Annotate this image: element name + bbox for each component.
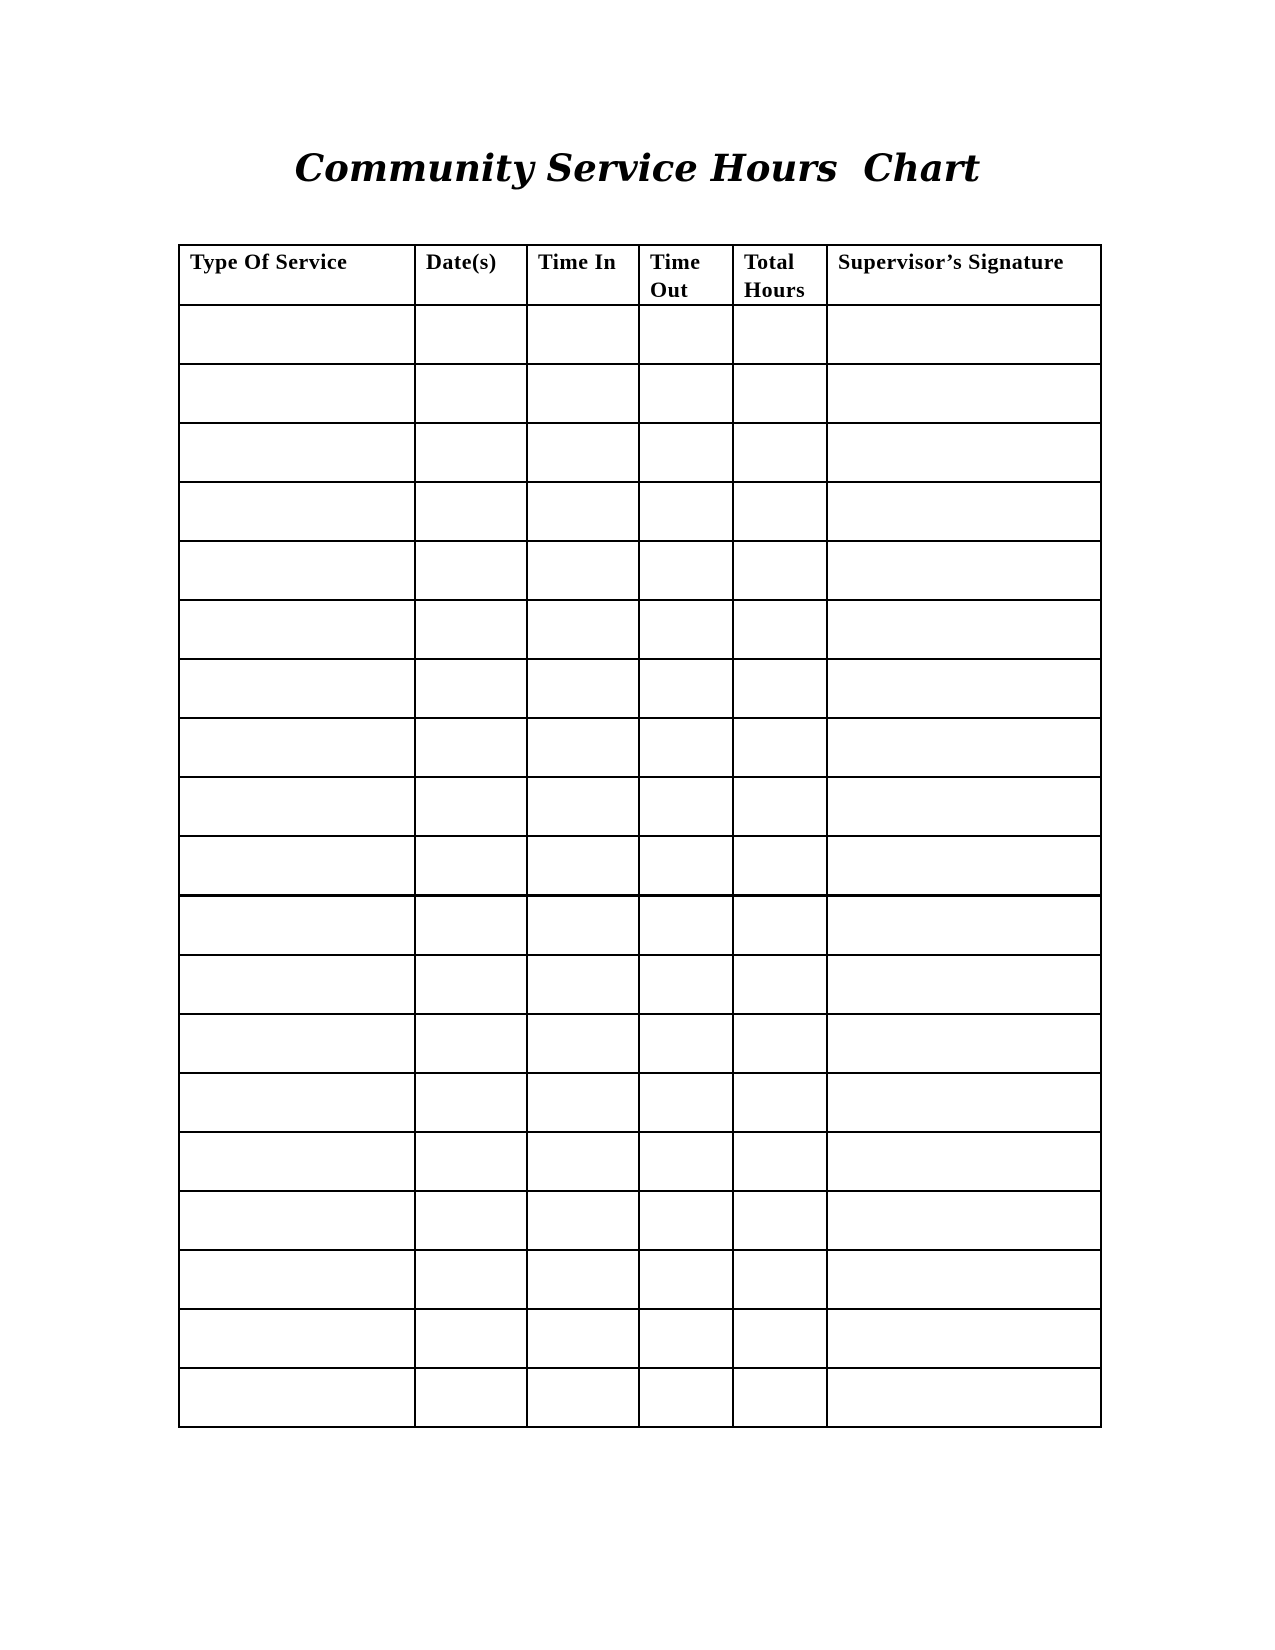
time-in-cell[interactable] [527,659,639,718]
dates-cell[interactable] [415,659,527,718]
supervisor-signature-cell[interactable] [827,1250,1101,1309]
supervisor-signature-cell[interactable] [827,955,1101,1014]
dates-cell[interactable] [415,482,527,541]
dates-cell[interactable] [415,1250,527,1309]
table-row [179,1014,1101,1073]
time-in-cell[interactable] [527,423,639,482]
time-out-cell[interactable] [639,1309,733,1368]
time-in-cell[interactable] [527,777,639,836]
time-in-cell[interactable] [527,482,639,541]
time-in-cell[interactable] [527,896,639,956]
time-out-cell[interactable] [639,1368,733,1427]
time-out-cell[interactable] [639,836,733,896]
time-out-cell[interactable] [639,423,733,482]
total-hours-cell[interactable] [733,955,827,1014]
time-in-cell[interactable] [527,1014,639,1073]
dates-cell[interactable] [415,541,527,600]
dates-cell[interactable] [415,600,527,659]
table-row [179,1309,1101,1368]
type-of-service-cell[interactable] [179,541,415,600]
total-hours-cell[interactable] [733,1368,827,1427]
table-row [179,659,1101,718]
time-in-cell[interactable] [527,1368,639,1427]
supervisor-signature-cell[interactable] [827,600,1101,659]
time-in-cell[interactable] [527,1250,639,1309]
supervisor-signature-cell[interactable] [827,896,1101,956]
supervisor-signature-cell[interactable] [827,836,1101,896]
time-in-cell[interactable] [527,1073,639,1132]
table-row [179,1250,1101,1309]
table-row [179,1368,1101,1427]
total-hours-cell[interactable] [733,1132,827,1191]
total-hours-cell[interactable] [733,423,827,482]
table-row [179,1132,1101,1191]
type-of-service-cell[interactable] [179,482,415,541]
dates-cell[interactable] [415,777,527,836]
column-header-time-in: Time In [527,245,639,305]
column-header-supervisor-signature: Supervisor’s Signature [827,245,1101,305]
supervisor-signature-cell[interactable] [827,1309,1101,1368]
type-of-service-cell[interactable] [179,1191,415,1250]
time-out-cell[interactable] [639,305,733,364]
time-in-cell[interactable] [527,1191,639,1250]
total-hours-cell[interactable] [733,1250,827,1309]
type-of-service-cell[interactable] [179,305,415,364]
time-out-cell[interactable] [639,718,733,777]
dates-cell[interactable] [415,896,527,956]
time-out-cell[interactable] [639,541,733,600]
table-row [179,836,1101,896]
time-in-cell[interactable] [527,305,639,364]
total-hours-cell[interactable] [733,1191,827,1250]
table-row [179,718,1101,777]
time-out-cell[interactable] [639,1014,733,1073]
time-out-cell[interactable] [639,600,733,659]
supervisor-signature-cell[interactable] [827,1368,1101,1427]
supervisor-signature-cell[interactable] [827,1132,1101,1191]
time-in-cell[interactable] [527,541,639,600]
supervisor-signature-cell[interactable] [827,1073,1101,1132]
dates-cell[interactable] [415,305,527,364]
type-of-service-cell[interactable] [179,1250,415,1309]
total-hours-cell[interactable] [733,659,827,718]
total-hours-cell[interactable] [733,482,827,541]
time-out-cell[interactable] [639,659,733,718]
total-hours-cell[interactable] [733,718,827,777]
supervisor-signature-cell[interactable] [827,364,1101,423]
time-in-cell[interactable] [527,364,639,423]
time-in-cell[interactable] [527,955,639,1014]
time-in-cell[interactable] [527,600,639,659]
dates-cell[interactable] [415,423,527,482]
total-hours-cell[interactable] [733,896,827,956]
time-out-cell[interactable] [639,482,733,541]
type-of-service-cell[interactable] [179,1368,415,1427]
type-of-service-cell[interactable] [179,1309,415,1368]
supervisor-signature-cell[interactable] [827,541,1101,600]
type-of-service-cell[interactable] [179,1073,415,1132]
table-row [179,1073,1101,1132]
type-of-service-cell[interactable] [179,600,415,659]
time-out-cell[interactable] [639,1073,733,1132]
table-row [179,541,1101,600]
supervisor-signature-cell[interactable] [827,1191,1101,1250]
page-title: Community Service Hours Chart [294,146,981,190]
dates-cell[interactable] [415,955,527,1014]
type-of-service-cell[interactable] [179,659,415,718]
total-hours-cell[interactable] [733,777,827,836]
table-row [179,896,1101,956]
time-out-cell[interactable] [639,777,733,836]
time-out-cell[interactable] [639,364,733,423]
type-of-service-cell[interactable] [179,364,415,423]
time-in-cell[interactable] [527,836,639,896]
type-of-service-cell[interactable] [179,836,415,896]
time-in-cell[interactable] [527,718,639,777]
total-hours-cell[interactable] [733,1073,827,1132]
total-hours-cell[interactable] [733,305,827,364]
time-out-cell[interactable] [639,1132,733,1191]
table-row [179,305,1101,364]
table-row [179,423,1101,482]
total-hours-cell[interactable] [733,364,827,423]
total-hours-cell[interactable] [733,1309,827,1368]
column-header-total-hours: Total Hours [733,245,827,305]
type-of-service-cell[interactable] [179,423,415,482]
type-of-service-cell[interactable] [179,1132,415,1191]
table-row [179,777,1101,836]
dates-cell[interactable] [415,1191,527,1250]
dates-cell[interactable] [415,1132,527,1191]
supervisor-signature-cell[interactable] [827,718,1101,777]
table-row [179,364,1101,423]
total-hours-cell[interactable] [733,600,827,659]
dates-cell[interactable] [415,1368,527,1427]
dates-cell[interactable] [415,718,527,777]
table-row [179,600,1101,659]
table-row [179,482,1101,541]
time-out-cell[interactable] [639,1250,733,1309]
time-in-cell[interactable] [527,1309,639,1368]
time-out-cell[interactable] [639,955,733,1014]
service-hours-table [178,244,1102,1428]
time-in-cell[interactable] [527,1132,639,1191]
table-row [179,955,1101,1014]
column-header-time-out: Time Out [639,245,733,305]
dates-cell[interactable] [415,1073,527,1132]
supervisor-signature-cell[interactable] [827,1014,1101,1073]
supervisor-signature-cell[interactable] [827,659,1101,718]
type-of-service-cell[interactable] [179,718,415,777]
total-hours-cell[interactable] [733,541,827,600]
dates-cell[interactable] [415,364,527,423]
table-body [179,305,1101,1427]
dates-cell[interactable] [415,1309,527,1368]
supervisor-signature-cell[interactable] [827,482,1101,541]
time-out-cell[interactable] [639,1191,733,1250]
column-header-type-of-service: Type Of Service [179,245,415,305]
table-row [179,1191,1101,1250]
supervisor-signature-cell[interactable] [827,423,1101,482]
type-of-service-cell[interactable] [179,1014,415,1073]
total-hours-cell[interactable] [733,836,827,896]
time-out-cell[interactable] [639,896,733,956]
type-of-service-cell[interactable] [179,955,415,1014]
dates-cell[interactable] [415,836,527,896]
column-header-dates: Date(s) [415,245,527,305]
total-hours-cell[interactable] [733,1014,827,1073]
type-of-service-cell[interactable] [179,896,415,956]
type-of-service-cell[interactable] [179,777,415,836]
supervisor-signature-cell[interactable] [827,777,1101,836]
supervisor-signature-cell[interactable] [827,305,1101,364]
dates-cell[interactable] [415,1014,527,1073]
table-header-row [179,245,1101,305]
